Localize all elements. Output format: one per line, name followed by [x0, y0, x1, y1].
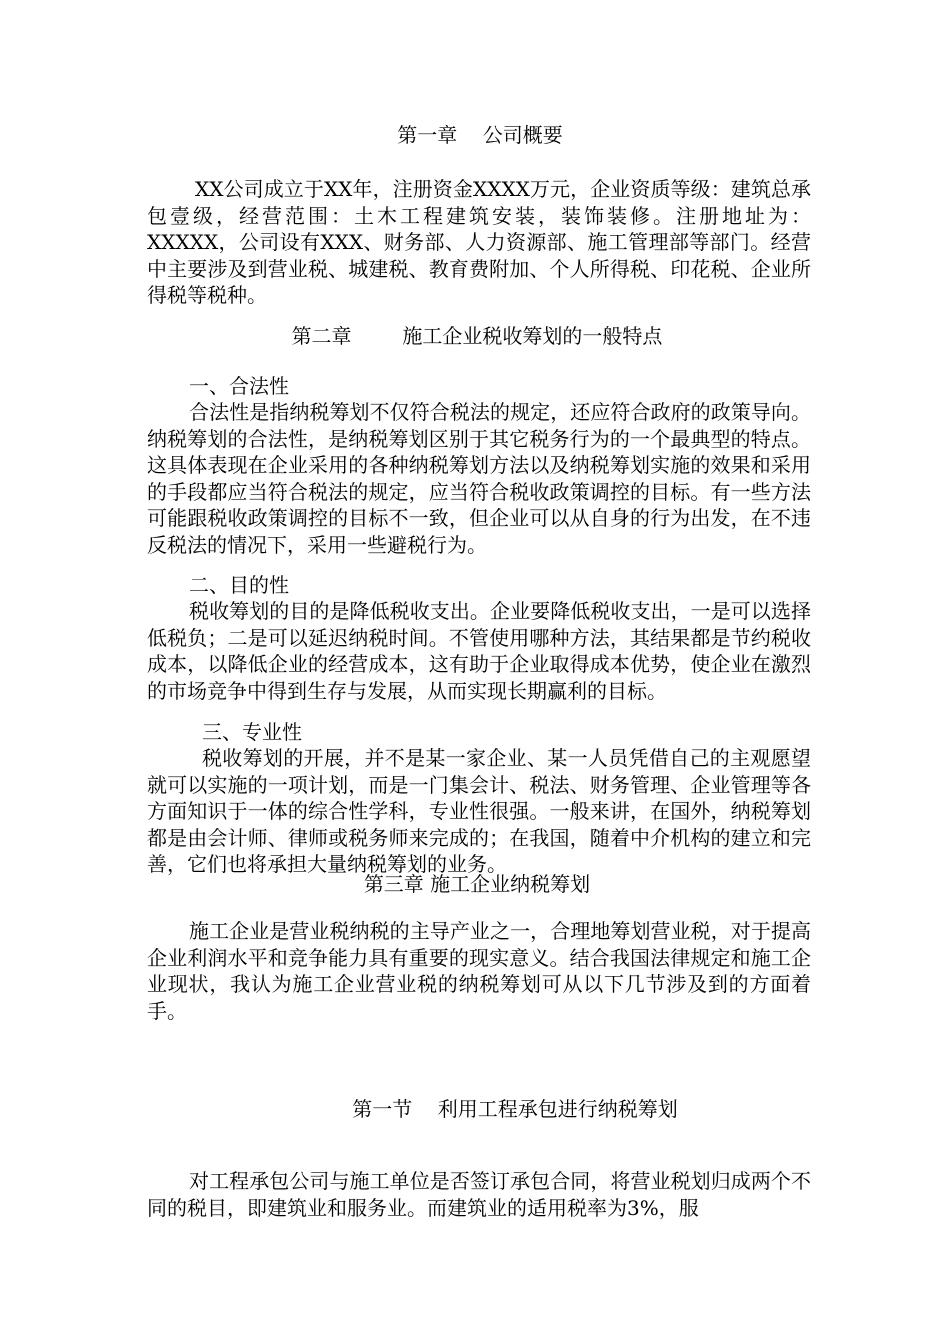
chapter1-paragraph: XX公司成立于XX年，注册资金XXXX万元，企业资质等级：建筑总承包壹级，经营范围：土木工程建筑安装，装饰装修。注册地址为：XXXXX，公司设有XXX、财务部、人力资源部、施工管理部等部门。经营中主要涉及到营业税、城建税、教育费附加、个人所得税、印花税、企业所得税等税种。 [147, 177, 811, 307]
section1-paragraph: 对工程承包公司与施工单位是否签订承包合同，将营业税划归成两个不同的税目，即建筑业和服务业。而建筑业的适用税率为3%，服 [147, 1169, 811, 1220]
section1-title: 第一节 利用工程承包进行纳税筹划 [352, 1097, 678, 1121]
section-paragraph-purpose: 税收筹划的目的是降低税收支出。企业要降低税收支出，一是可以选择低税负；二是可以延迟纳税时间。不管使用哪种方法，其结果都是节约税收成本，以降低企业的经营成本，这有助于企业取得成本优势，使企业在激烈的市场竞争中得到生存与发展，从而实现长期赢利的目标。 [147, 599, 811, 703]
chapter1-title: 第一章 公司概要 [397, 123, 563, 147]
section-heading-legality: 一、合法性 [189, 374, 289, 398]
chapter3-title: 第三章 施工企业纳税筹划 [363, 872, 591, 896]
chapter2-title: 第二章 施工企业税收筹划的一般特点 [291, 324, 663, 348]
section-paragraph-professional: 税收筹划的开展，并不是某一家企业、某一人员凭借自己的主观愿望就可以实施的一项计划，而是一门集会计、税法、财务管理、企业管理等各方面知识于一体的综合性学科，专业性很强。一般来讲，在国外，纳税筹划都是由会计师、律师或税务师来完成的；在我国，随着中介机构的建立和完善，它们也将承担大量纳税筹划的业务。 [147, 746, 811, 876]
chapter3-paragraph: 施工企业是营业税纳税的主导产业之一，合理地筹划营业税，对于提高企业利润水平和竞争能力具有重要的现实意义。结合我国法律规定和施工企业现状，我认为施工企业营业税的纳税筹划可从以下几节涉及到的方面着手。 [147, 919, 811, 1023]
section-heading-professional: 三、专业性 [202, 720, 302, 744]
section-paragraph-legality: 合法性是指纳税筹划不仅符合税法的规定，还应符合政府的政策导向。纳税筹划的合法性，是纳税筹划区别于其它税务行为的一个最典型的特点。这具体表现在企业采用的各种纳税筹划方法以及纳税筹划实施的效果和采用的手段都应当符合税法的规定，应当符合税收政策调控的目标。有一些方法可能跟税收政策调控的目标不一致，但企业可以从自身的行为出发，在不违反税法的情况下，采用一些避税行为。 [147, 400, 811, 557]
section-heading-purpose: 二、目的性 [189, 573, 289, 597]
